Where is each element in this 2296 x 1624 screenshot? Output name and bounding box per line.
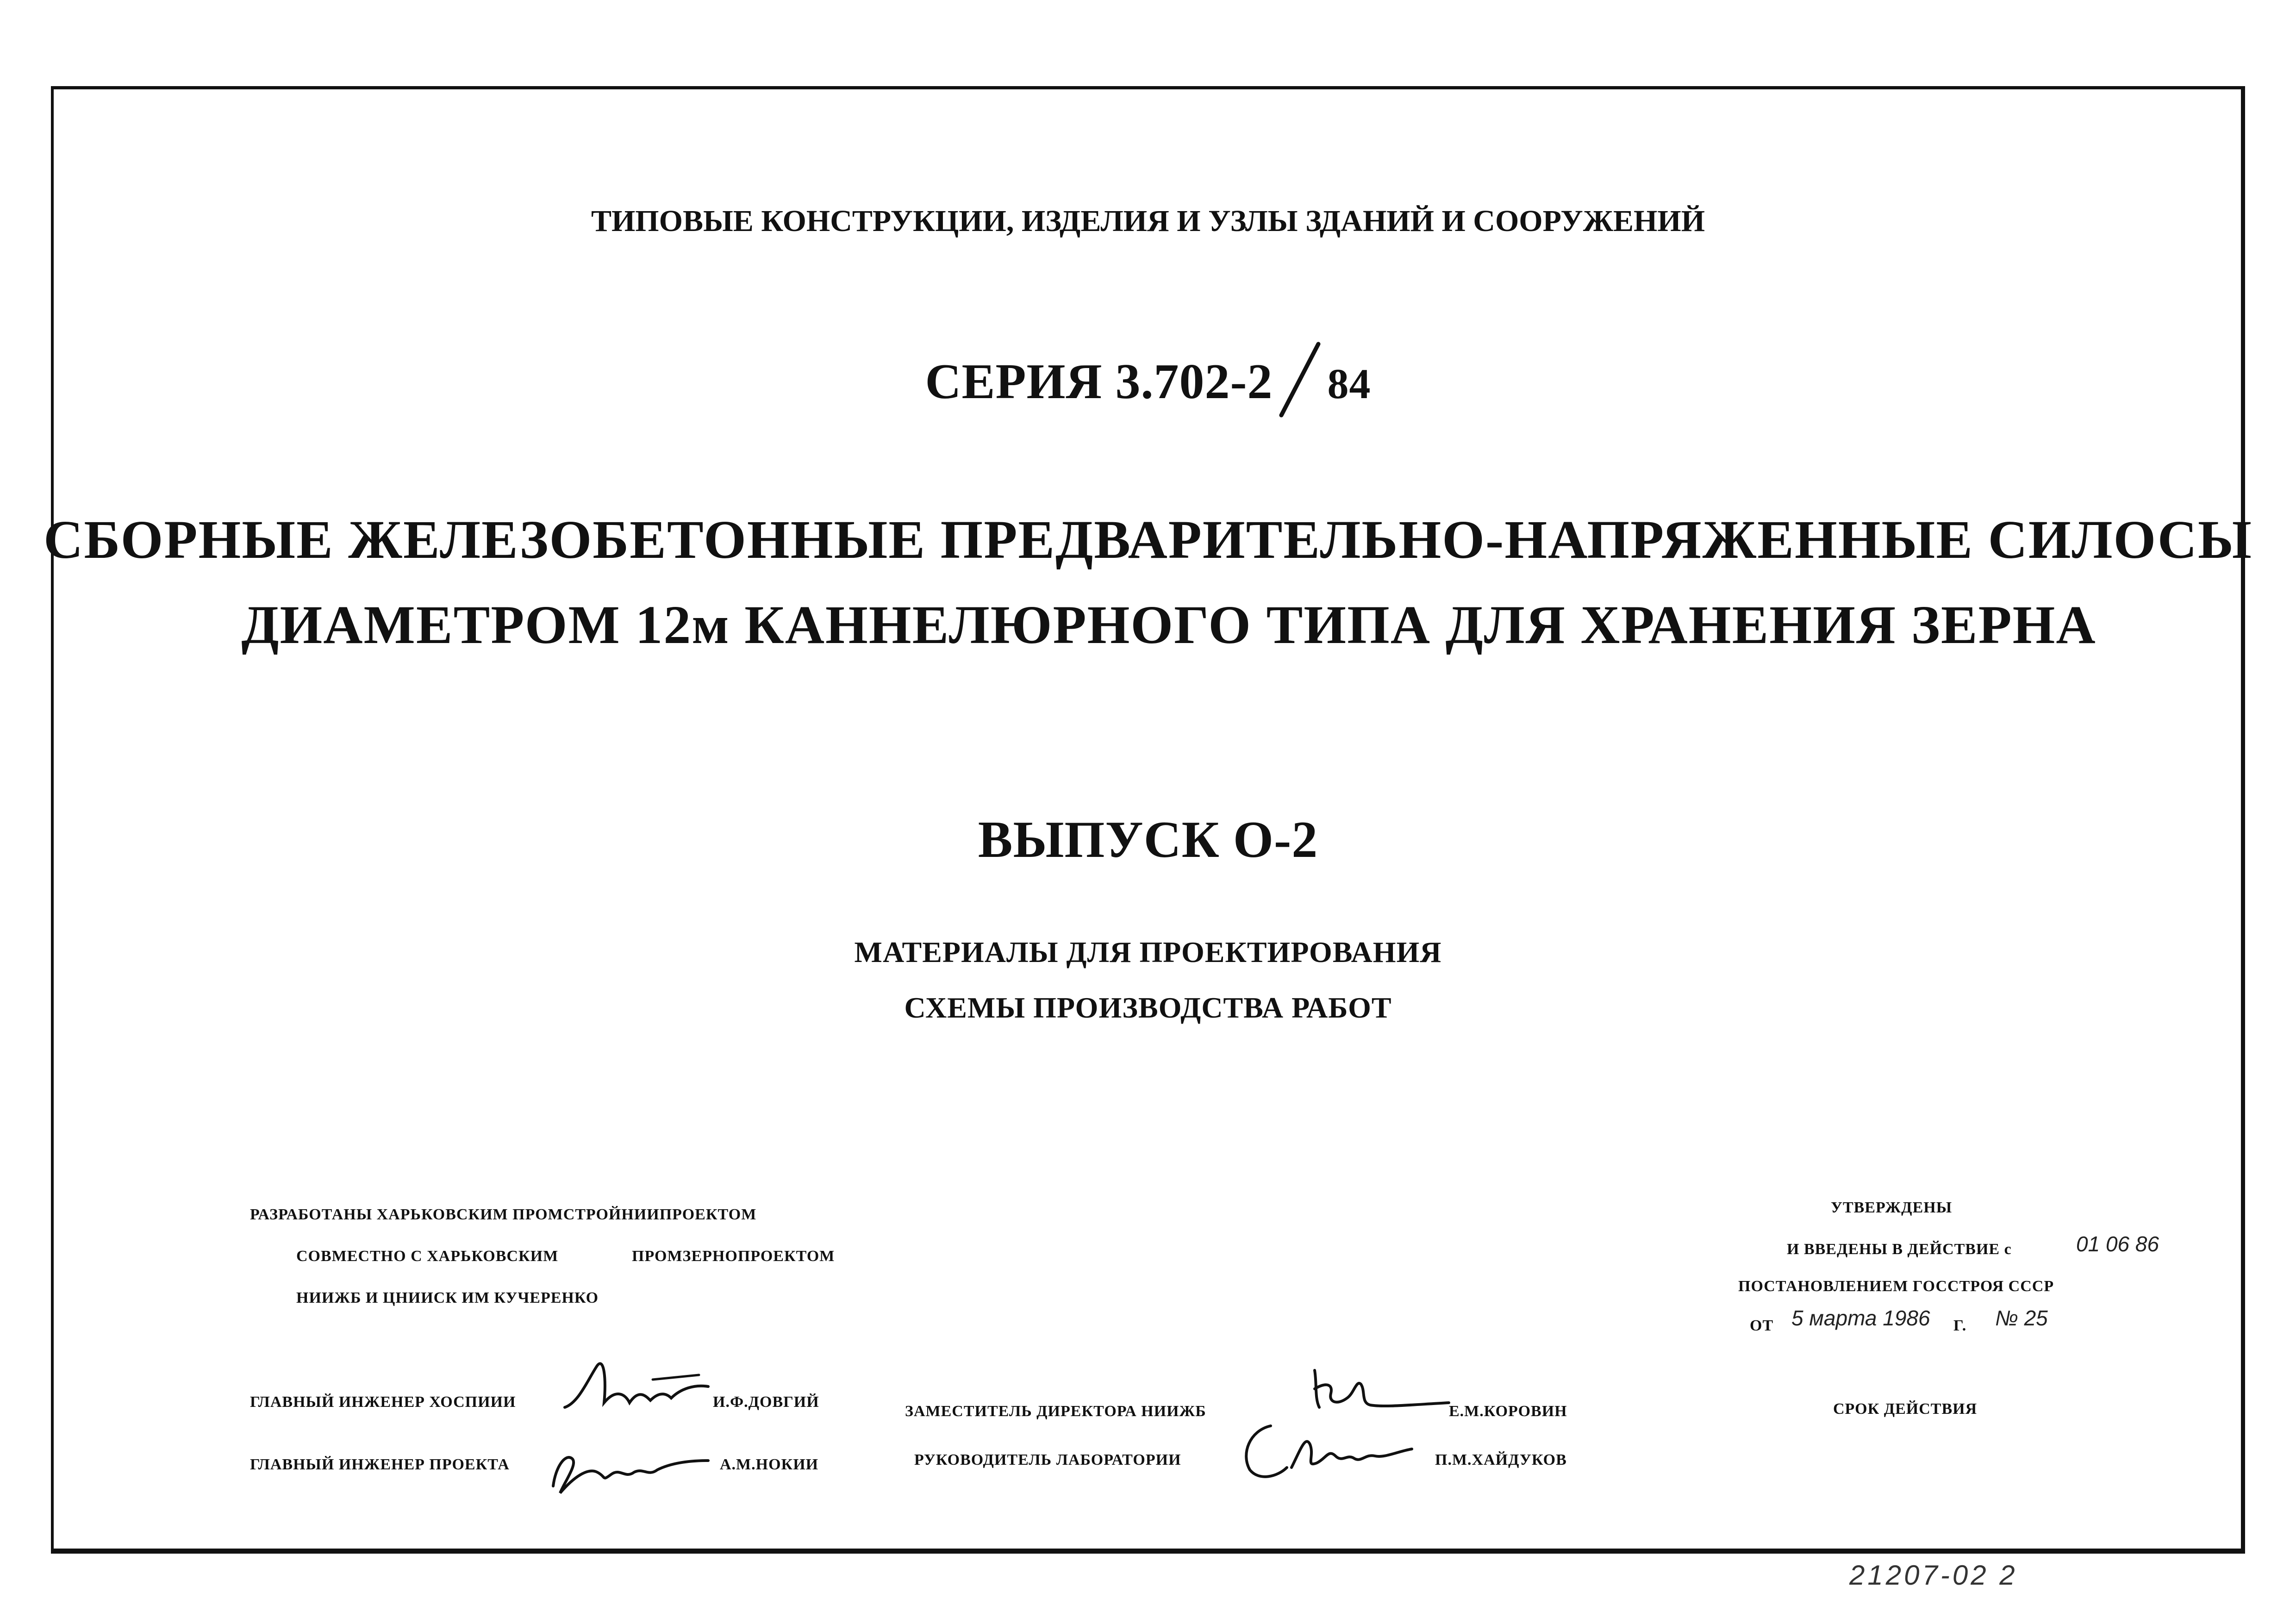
lab-head-signature-icon [1236, 1417, 1416, 1486]
approval-line3: ПОСТАНОВЛЕНИЕМ ГОССТРОЯ СССР [1738, 1278, 2054, 1295]
chief-engineer-name: И.Ф.ДОВГИЙ [713, 1393, 819, 1411]
project-engineer-name: А.М.НОКИИ [720, 1456, 819, 1473]
developers-line2b: ПРОМЗЕРНОПРОЕКТОМ [632, 1248, 835, 1265]
deputy-director-label: ЗАМЕСТИТЕЛЬ ДИРЕКТОРА НИИЖБ [905, 1403, 1206, 1420]
series-heading [0, 340, 2296, 419]
developers-line2a: СОВМЕСТНО С ХАРЬКОВСКИМ [296, 1248, 559, 1265]
series-label: СЕРИЯ [925, 354, 1103, 409]
top-title: ТИПОВЫЕ КОНСТРУКЦИИ, ИЗДЕЛИЯ И УЗЛЫ ЗДАНИЙ И СООРУЖЕНИЙ [591, 204, 1705, 238]
deputy-director-signature-icon [1305, 1356, 1454, 1421]
project-engineer-label: ГЛАВНЫЙ ИНЖЕНЕР ПРОЕКТА [250, 1456, 510, 1473]
approval-line1: УТВЕРЖДЕНЫ [1831, 1199, 1953, 1216]
lab-head-label: РУКОВОДИТЕЛЬ ЛАБОРАТОРИИ [914, 1451, 1181, 1468]
approval-line4-prefix: ОТ [1750, 1317, 1774, 1334]
project-engineer-signature-icon [546, 1435, 713, 1500]
validity-label: СРОК ДЕЙСТВИЯ [1833, 1400, 1978, 1418]
decree-number: № 25 [1995, 1306, 2048, 1330]
decree-date: 5 марта 1986 [1791, 1306, 1930, 1330]
developers-line1: РАЗРАБОТАНЫ ХАРЬКОВСКИМ ПРОМСТРОЙНИИПРОЕКТОМ [250, 1206, 757, 1223]
lab-head-name: П.М.ХАЙДУКОВ [1435, 1451, 1567, 1468]
series-slash-icon [1274, 340, 1325, 419]
chief-engineer-label: ГЛАВНЫЙ ИНЖЕНЕР ХОСПИИИ [250, 1393, 516, 1411]
chief-engineer-signature-icon [560, 1352, 713, 1421]
series-year: 84 [1327, 360, 1371, 407]
approval-date: 01 06 86 [2076, 1232, 2159, 1256]
approval-line2: И ВВЕДЕНЫ В ДЕЙСТВИЕ с [1787, 1241, 2012, 1258]
issue-label: ВЫПУСК О-2 [978, 811, 1318, 868]
approval-line4-suffix: Г. [1953, 1317, 1967, 1334]
deputy-director-name: Е.М.КОРОВИН [1449, 1403, 1567, 1420]
issue-subtitle-2: СХЕМЫ ПРОИЗВОДСТВА РАБОТ [904, 991, 1392, 1024]
main-title-line2: ДИАМЕТРОМ 12м КАННЕЛЮРНОГО ТИПА ДЛЯ ХРАНЕНИЯ ЗЕРНА [241, 594, 2096, 655]
main-title-line1: СБОРНЫЕ ЖЕЛЕЗОБЕТОННЫЕ ПРЕДВАРИТЕЛЬНО-НАПРЯЖЕННЫЕ СИЛОСЫ [44, 509, 2252, 570]
issue-subtitle-1: МАТЕРИАЛЫ ДЛЯ ПРОЕКТИРОВАНИЯ [854, 936, 1442, 968]
archive-number: 21207-02 2 [1849, 1560, 2018, 1591]
series-number: 3.702-2 [1115, 354, 1273, 409]
developers-line3: НИИЖБ И ЦНИИСК ИМ КУЧЕРЕНКО [296, 1289, 599, 1306]
